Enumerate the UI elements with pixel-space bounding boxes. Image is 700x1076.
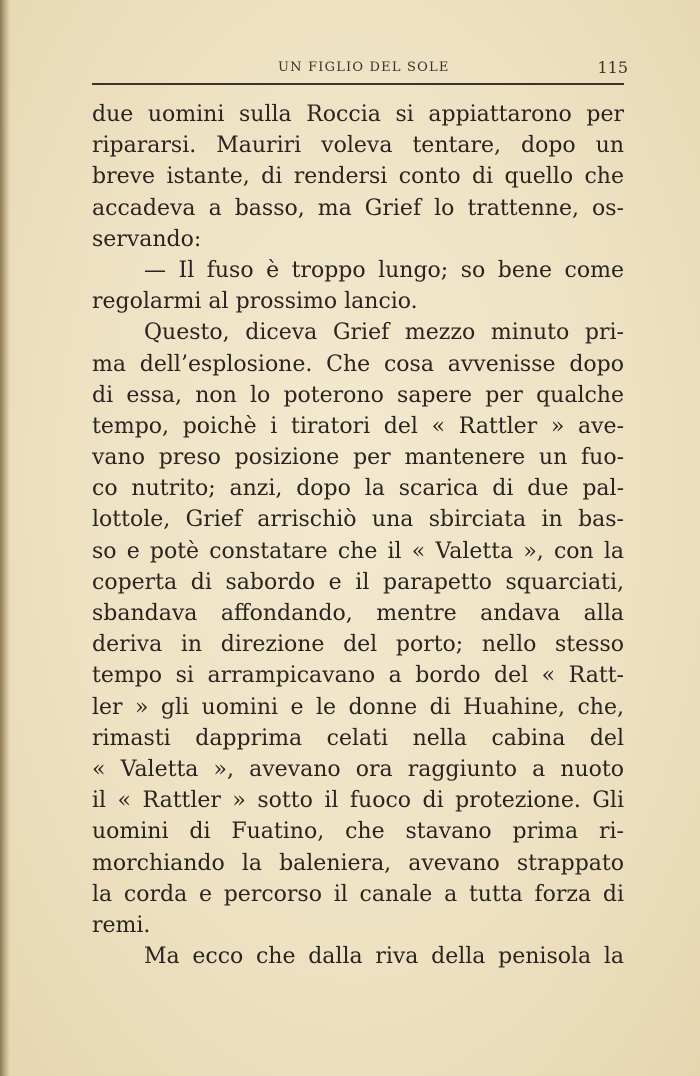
text-line: la corda e percorso il canale a tutta forza di xyxy=(92,881,624,907)
text-line: lottole, Grief arrischiò una sbirciata in bas- xyxy=(92,507,624,533)
text-line: uomini di Fuatino, che stavano prima ri- xyxy=(92,819,624,845)
text-line: ler » gli uomini e le donne di Huahine, che, xyxy=(92,694,624,720)
text-line: regolarmi al prossimo lancio. xyxy=(92,289,418,315)
text-line: due uomini sulla Roccia si appiattarono per xyxy=(92,102,624,127)
text-line: servando: xyxy=(92,226,202,252)
text-line: « Valetta », avevano ora raggiunto a nuoto xyxy=(92,756,624,782)
text-line: deriva in direzione del porto; nello stesso xyxy=(92,632,624,658)
running-title: UN FIGLIO DEL SOLE xyxy=(278,60,450,75)
text-line: ma dell’esplosione. Che cosa avvenisse dopo xyxy=(92,351,624,377)
running-header xyxy=(92,58,628,84)
text-line: il « Rattler » sotto il fuoco di protezione. Gli xyxy=(92,788,624,814)
text-line: — Il fuso è troppo lungo; so bene come xyxy=(144,257,624,283)
text-line: remi. xyxy=(92,912,151,938)
text-line: sbandava affondando, mentre andava alla xyxy=(92,601,624,626)
text-line: Questo, diceva Grief mezzo minuto pri- xyxy=(144,320,624,346)
page-spine-shadow xyxy=(0,0,10,1076)
text-line: tempo si arrampicavano a bordo del « Ratt- xyxy=(92,663,624,689)
text-line: coperta di sabordo e il parapetto squarciati, xyxy=(92,569,624,595)
text-line: rimasti dapprima celati nella cabina del xyxy=(92,725,624,751)
text-line: morchiando la baleniera, avevano strappato xyxy=(92,850,624,876)
page-number: 115 xyxy=(597,58,628,77)
text-line: so e potè constatare che il « Valetta », con la xyxy=(92,538,624,564)
text-line: tempo, poichè i tiratori del « Rattler » ave- xyxy=(92,413,624,439)
text-line: co nutrito; anzi, dopo la scarica di due pal- xyxy=(92,476,624,502)
body-text xyxy=(92,99,624,972)
text-line: Ma ecco che dalla riva della penisola la xyxy=(144,944,624,970)
text-line: ripararsi. Mauriri voleva tentare, dopo un xyxy=(92,133,624,159)
header-rule xyxy=(92,83,624,85)
text-line: vano preso posizione per mantenere un fuo- xyxy=(92,445,624,471)
text-line: breve istante, di rendersi conto di quello che xyxy=(92,164,624,190)
text-line: accadeva a basso, ma Grief lo trattenne, os- xyxy=(92,195,624,221)
text-line: di essa, non lo poterono sapere per qualche xyxy=(92,382,624,408)
